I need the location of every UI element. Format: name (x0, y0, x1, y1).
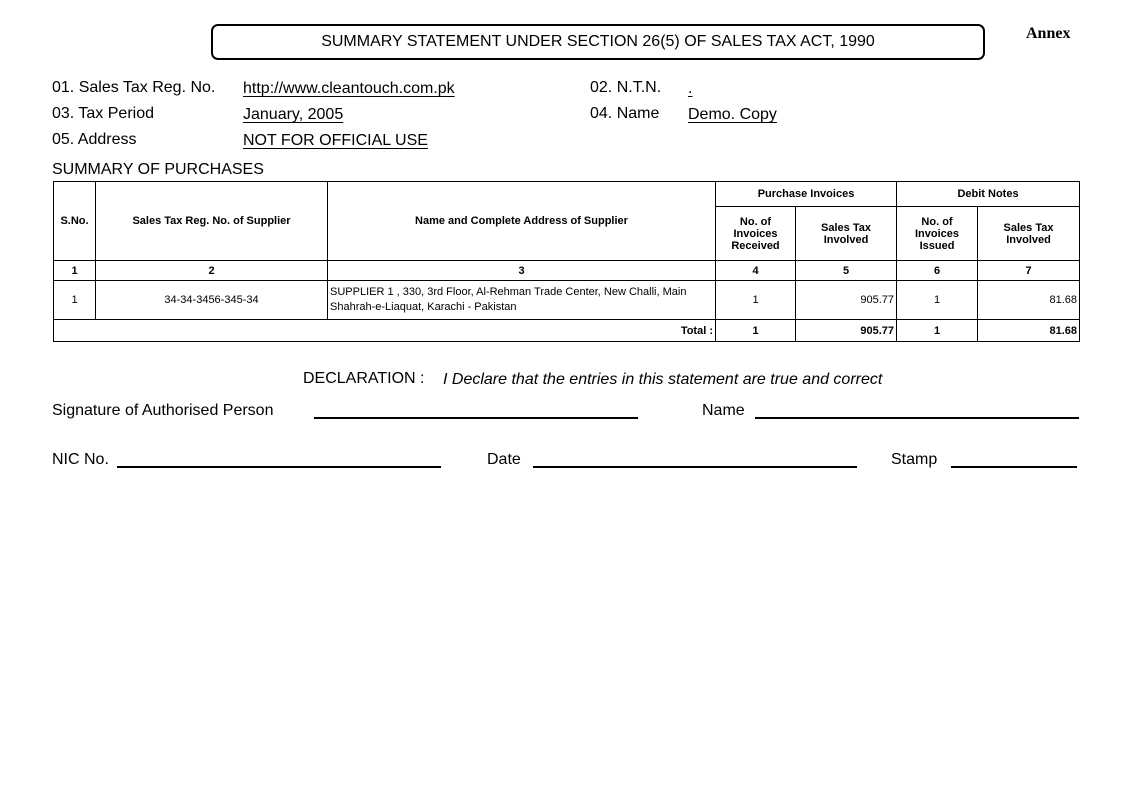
col-num: 6 (897, 261, 978, 281)
cell-sno: 1 (54, 281, 96, 320)
header-dn-count: No. of Invoices Issued (897, 207, 978, 261)
header-supplier-name: Name and Complete Address of Supplier (328, 182, 716, 261)
declaration-label: DECLARATION : (303, 370, 425, 387)
header-dn-tax: Sales Tax Involved (978, 207, 1080, 261)
ntn-value: . (688, 80, 693, 97)
nic-line[interactable] (117, 466, 441, 468)
total-dn-tax: 81.68 (978, 320, 1080, 342)
signature-line[interactable] (314, 417, 638, 419)
annex-label: Annex (1026, 25, 1071, 42)
name-label: 04. Name (590, 105, 660, 122)
header-supplier-reg: Sales Tax Reg. No. of Supplier (96, 182, 328, 261)
address-label: 05. Address (52, 131, 137, 148)
header-pi-count: No. of Invoices Received (716, 207, 796, 261)
name-value: Demo. Copy (688, 106, 777, 123)
col-num: 3 (328, 261, 716, 281)
cell-pi-count: 1 (716, 281, 796, 320)
tax-period-value: January, 2005 (243, 106, 344, 123)
col-num: 7 (978, 261, 1080, 281)
total-pi-count: 1 (716, 320, 796, 342)
signature-label: Signature of Authorised Person (52, 402, 274, 419)
header-debit-notes: Debit Notes (897, 182, 1080, 207)
header-purchase-invoices: Purchase Invoices (716, 182, 897, 207)
date-line[interactable] (533, 466, 857, 468)
column-number-row (54, 261, 1080, 281)
reg-no-label: 01. Sales Tax Reg. No. (52, 79, 216, 96)
table-row (54, 281, 1080, 320)
statement-title-box (211, 24, 985, 60)
tax-period-label: 03. Tax Period (52, 105, 154, 122)
stamp-label: Stamp (891, 451, 938, 468)
total-pi-tax: 905.77 (796, 320, 897, 342)
cell-pi-tax: 905.77 (796, 281, 897, 320)
col-num: 5 (796, 261, 897, 281)
header-sno: S.No. (54, 182, 96, 261)
address-value: NOT FOR OFFICIAL USE (243, 132, 428, 149)
declaration-text: I Declare that the entries in this statement are true and correct (443, 371, 883, 388)
total-label: Total : (54, 320, 716, 342)
section-title: SUMMARY OF PURCHASES (52, 161, 264, 178)
total-row (54, 320, 1080, 342)
header-row-group (54, 182, 1080, 207)
stamp-line[interactable] (951, 466, 1077, 468)
header-pi-tax: Sales Tax Involved (796, 207, 897, 261)
col-num: 4 (716, 261, 796, 281)
cell-dn-tax: 81.68 (978, 281, 1080, 320)
col-num: 1 (54, 261, 96, 281)
sign-name-line[interactable] (755, 417, 1079, 419)
statement-title: SUMMARY STATEMENT UNDER SECTION 26(5) OF SALES TAX ACT, 1990 (321, 33, 875, 50)
reg-no-value: http://www.cleantouch.com.pk (243, 80, 455, 97)
cell-supplier-reg: 34-34-3456-345-34 (96, 281, 328, 320)
date-label: Date (487, 451, 521, 468)
ntn-label: 02. N.T.N. (590, 79, 662, 96)
sign-name-label: Name (702, 402, 745, 419)
nic-label: NIC No. (52, 451, 109, 468)
purchases-table (53, 181, 1080, 342)
cell-supplier-name: SUPPLIER 1 , 330, 3rd Floor, Al-Rehman Trade Center, New Challi, Main Shahrah-e-Liaquat, Karachi - Pakistan (328, 281, 716, 320)
col-num: 2 (96, 261, 328, 281)
cell-dn-count: 1 (897, 281, 978, 320)
total-dn-count: 1 (897, 320, 978, 342)
